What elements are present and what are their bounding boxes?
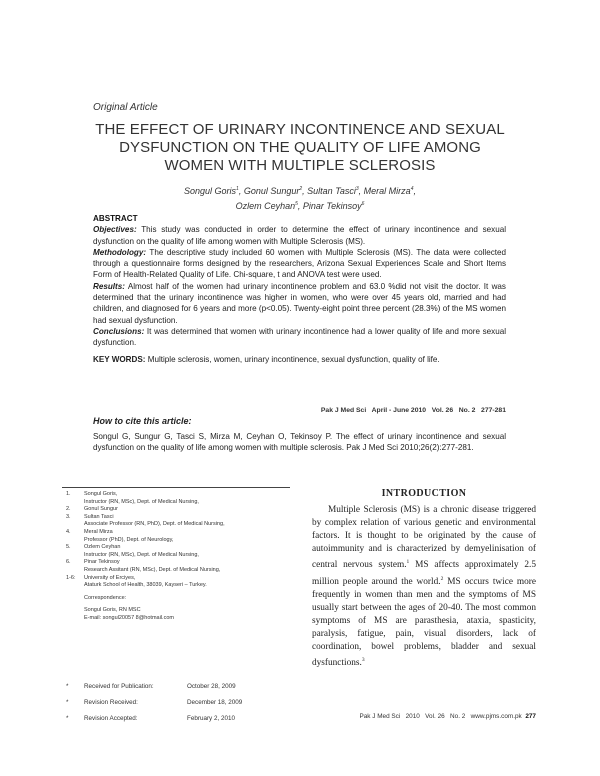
abstract-results: [93, 281, 506, 326]
affiliation-text: Pinar Tekinsoy: [84, 559, 120, 566]
affiliation-num: 1.: [66, 491, 71, 497]
footnote-divider: [62, 487, 290, 488]
affiliation-num: 4.: [66, 528, 71, 535]
date-bullet: *: [66, 683, 69, 690]
affiliation-row: [62, 552, 302, 560]
affiliation-row: [62, 521, 302, 529]
author-list: [95, 183, 505, 213]
affiliation-row: [62, 506, 302, 514]
affiliation-text: Songul Goris,: [84, 491, 118, 497]
keywords-text: Multiple sclerosis, women, urinary incontinence, sexual dysfunction, quality of life.: [147, 354, 440, 364]
author-sup: 5: [295, 201, 298, 207]
affiliation-text: Research Assitant (RN, MSc), Dept. of Medical Nursing,: [84, 566, 221, 573]
affiliation-text: Associate Professor (RN, PhD), Dept. of Medical Nursing,: [84, 521, 225, 528]
author-name: Ozlem Ceyhan: [235, 201, 296, 211]
date-value: December 18, 2009: [187, 699, 243, 706]
affiliation-row: [62, 537, 302, 545]
citation-text: Songul G, Sungur G, Tasci S, Mirza M, Ceyhan O, Tekinsoy P. The effect of urinary incontinence and sexual dysfunction on the quality of life among women with multiple sclerosis. Pak J Med Sci 2010;26(2):277-281.: [93, 432, 506, 453]
abstract-objectives: [93, 224, 506, 247]
article-title: THE EFFECT OF URINARY INCONTINENCE AND SEXUAL DYSFUNCTION ON THE QUALITY OF LIFE AMONG WOMEN WITH MULTIPLE SCLEROSIS: [95, 121, 505, 174]
conclusions-text: It was determined that women with urinary incontinence had a lower quality of life and more sexual dysfunction.: [93, 326, 507, 348]
page-number: 277: [525, 713, 536, 720]
abstract-heading: ABSTRACT: [93, 214, 138, 223]
affiliation-num: 3.: [66, 513, 71, 520]
author-name: Gonul Sungur: [243, 186, 300, 196]
affiliation-text: Ozlem Ceyhan: [84, 544, 121, 551]
affiliation-text: Ataturk School of Health, 38039, Kayseri – Turkey.: [84, 582, 207, 589]
author-sup: 2: [299, 186, 303, 192]
affiliation-row: [62, 499, 302, 507]
affiliation-row: [62, 575, 302, 583]
introduction-heading: INTRODUCTION: [381, 488, 467, 499]
publication-dates: [62, 683, 302, 731]
date-label: Received for Publication:: [84, 683, 154, 690]
intro-sentence: Multiple Sclerosis (MS) is a chronic disease triggered by complex relation of various genetic and environmental factors. It is thought to be originated by the cause of autoimmunity and is characterized by demyelinisation of central nervous system.: [312, 505, 536, 571]
abstract-methodology: [93, 247, 506, 281]
affiliation-num: 1-6:: [66, 574, 76, 581]
author-name: Pinar Tekinsoy: [302, 201, 362, 211]
correspondence-email: E-mail: songul20057 8@hotmail.com: [84, 614, 174, 621]
date-bullet: *: [66, 699, 69, 706]
affiliation-text: Meral Mirza: [84, 528, 113, 535]
affiliation-row: [62, 559, 302, 567]
introduction-paragraph: [312, 504, 536, 670]
date-label: Revision Accepted:: [84, 715, 138, 722]
methodology-text: The descriptive study included 60 women with Multiple Sclerosis (MS). The data were collected through a questionnaire forms designed by the researchers, Arizona Sexual Experiences Scale and Short Items Form of Health-Related Quality of Life. Chi-square, t and ANOVA test were used.: [93, 247, 506, 280]
affiliation-row: [62, 567, 302, 575]
date-value: February 2, 2010: [187, 715, 235, 722]
affiliation-row: [62, 514, 302, 522]
date-label: Revision Received:: [84, 699, 138, 706]
intro-sentence: MS occurs twice more frequently in women than men and the symptoms of MS usually start between the ages of 20-40. The most common symptoms of MS are parasthesia, ataxia, spasticity, paralysis, fatigue, pain, visual disorders, lack of coordination, bowel problems, bladder and sexual dysfunctions.: [312, 576, 536, 669]
affiliation-text: Instructor (RN, MSc), Dept. of Medical Nursing,: [84, 551, 199, 558]
methodology-label: Methodology:: [93, 247, 147, 257]
date-row: [62, 699, 302, 715]
affiliation-row: [62, 491, 302, 499]
correspondence-label: Correspondence:: [84, 594, 127, 601]
how-to-cite-heading: How to cite this article:: [93, 416, 192, 426]
affiliation-text: University of Erciyes,: [84, 574, 136, 581]
affiliation-row: [62, 582, 302, 590]
author-sup: 1: [236, 186, 239, 192]
journal-citation-line: Pak J Med Sci April - June 2010 Vol. 26 No. 2 277-281: [320, 407, 506, 414]
affiliations-block: [62, 491, 302, 623]
abstract-section: [93, 213, 506, 365]
intro-sentence: MS affects approximately 2.5 million people around the world.: [312, 560, 536, 587]
date-value: October 28, 2009: [187, 683, 236, 690]
author-sup: 6: [361, 201, 365, 207]
date-row: [62, 715, 302, 731]
author-sup: 4: [410, 186, 414, 192]
author-name: Songul Goris: [184, 186, 237, 196]
author-name: Sultan Tasci: [307, 186, 356, 196]
affiliation-row: [62, 544, 302, 552]
keywords: [93, 354, 506, 365]
date-row: [62, 683, 302, 699]
footer-journal-info: Pak J Med Sci 2010 Vol. 26 No. 2 www.pjms.com.pk: [359, 713, 522, 720]
article-type-label: Original Article: [93, 102, 158, 113]
conclusions-label: Conclusions:: [93, 326, 145, 336]
results-text: Almost half of the women had urinary incontinence problem and 63.0 %did not visit the doctor. It was determined that the urinary incontinence was higher in women, who were over 45 years old, married and had children, and diagnosed for 6 years and more (p<0.05). Twenty-eight point three percent (28.3%) of the MS women had sexual dysfunction.: [93, 281, 506, 325]
reference-mark: 3: [361, 657, 365, 664]
affiliation-text: Instructor (RN, MSc), Dept. of Medical Nursing,: [84, 498, 199, 505]
date-bullet: *: [66, 715, 69, 722]
keywords-label: KEY WORDS:: [93, 354, 146, 364]
reference-mark: 1: [406, 559, 410, 566]
objectives-label: Objectives:: [93, 225, 137, 235]
affiliation-text: Sultan Tasci: [84, 513, 114, 520]
author-line-2: Ozlem Ceyhan$^5$, Pinar Tekinsoy$^6$: [235, 201, 365, 211]
results-label: Results:: [93, 281, 125, 291]
affiliation-text: Professor (PhD), Dept. of Neurology,: [84, 536, 174, 543]
reference-mark: 2: [440, 575, 444, 582]
affiliation-text: Gonul Sungur: [84, 506, 118, 513]
affiliation-num: 5.: [66, 544, 71, 551]
affiliation-row: [62, 529, 302, 537]
author-name: Meral Mirza: [363, 186, 411, 196]
abstract-conclusions: [93, 326, 506, 349]
author-sup: 3: [355, 186, 359, 192]
objectives-text: This study was conducted in order to determine the effect of urinary incontinence and sexual dysfunction on the quality of life among women with Multiple Sclerosis (MS).: [93, 225, 506, 246]
affiliation-num: 6.: [66, 559, 71, 566]
correspondence-name: Songul Goris, RN MSC: [84, 607, 141, 614]
page-footer: [312, 713, 536, 720]
author-line-1: Songul Goris$^1$, Gonul Sungur$^2$, Sultan Tasci$^3$, Meral Mirza$^4$,: [184, 186, 416, 196]
affiliation-num: 2.: [66, 506, 71, 513]
